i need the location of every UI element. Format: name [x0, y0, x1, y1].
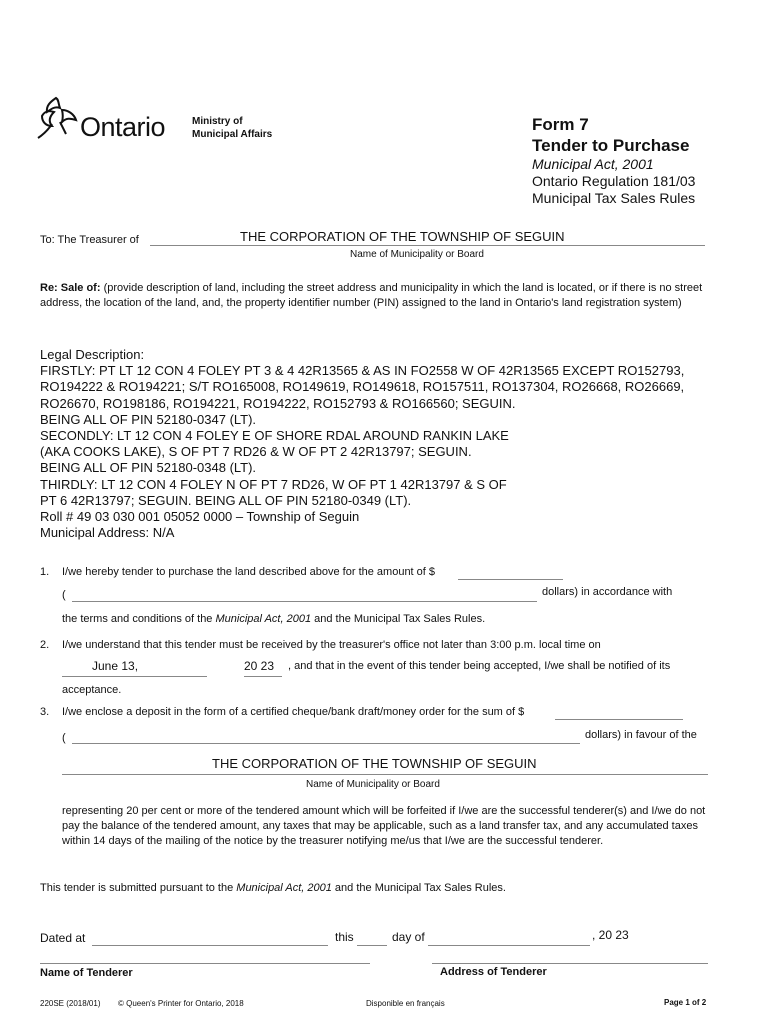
- day-field[interactable]: [357, 944, 387, 946]
- item3-open-paren: (: [62, 732, 66, 744]
- legal-line: SECONDLY: LT 12 CON 4 FOLEY E OF SHORE RDAL AROUND RANKIN LAKE: [40, 428, 509, 444]
- item2-after-text: , and that in the event of this tender being accepted, I/we shall be notified of its: [288, 660, 671, 672]
- item2-date-value[interactable]: June 13,: [92, 659, 139, 673]
- this-label: this: [335, 930, 354, 944]
- re-text: (provide description of land, including the street address and municipality in which the land is located, or if there is no street address, the location of the land, and, the property identifier number (PIN) assigned to the land in Ontario's land registration system): [40, 282, 703, 309]
- terms-suffix: and the Municipal Tax Sales Rules.: [311, 613, 486, 625]
- ministry-line2: Municipal Affairs: [192, 129, 273, 140]
- item3-municipality[interactable]: THE CORPORATION OF THE TOWNSHIP OF SEGUIN: [212, 756, 537, 771]
- item3-number: 3.: [40, 706, 50, 718]
- item1-number: 1.: [40, 566, 50, 578]
- item2-number: 2.: [40, 639, 50, 651]
- tenderer-address-line[interactable]: [432, 962, 708, 964]
- item2-date-line: [62, 675, 207, 677]
- item1-dollars-text: dollars) in accordance with: [542, 586, 673, 598]
- year-value[interactable]: 23: [615, 928, 629, 942]
- form-title: Tender to Purchase: [532, 136, 690, 155]
- terms-prefix: the terms and conditions of the: [62, 613, 216, 625]
- terms-act: Municipal Act, 2001: [215, 613, 312, 625]
- to-label: To: The Treasurer of: [40, 234, 139, 246]
- ontario-logo: [36, 94, 176, 144]
- item3-amount-field[interactable]: [555, 718, 683, 720]
- legal-line: BEING ALL OF PIN 52180-0347 (LT).: [40, 411, 257, 427]
- legal-line: Municipal Address: N/A: [40, 525, 175, 541]
- to-caption: Name of Municipality or Board: [350, 249, 484, 260]
- form-authority: [532, 156, 695, 207]
- item1-amount-field[interactable]: [458, 578, 563, 580]
- copyright: © Queen's Printer for Ontario, 2018: [118, 999, 244, 1008]
- submission-statement: [40, 882, 506, 894]
- submission-prefix: This tender is submitted pursuant to the: [40, 882, 237, 894]
- item2-year-value[interactable]: 20 23: [244, 659, 275, 673]
- month-field[interactable]: [428, 944, 590, 946]
- item3-dollars-text: dollars) in favour of the: [585, 729, 697, 741]
- rules: Municipal Tax Sales Rules: [532, 190, 696, 206]
- item1-text: I/we hereby tender to purchase the land described above for the amount of $: [62, 566, 436, 578]
- item3-caption: Name of Municipality or Board: [306, 779, 440, 790]
- legal-line: (AKA COOKS LAKE), S OF PT 7 RD26 & W OF PT 2 42R13797; SEGUIN.: [40, 444, 472, 460]
- trillium-icon: [36, 94, 80, 142]
- dated-year: [592, 928, 629, 942]
- item3-text: I/we enclose a deposit in the form of a certified cheque/bank draft/money order for the sum of $: [62, 706, 525, 718]
- item3-representing: representing 20 per cent or more of the tendered amount which will be forfeited if I/we are the successful tenderer(s) and I/we do not pay the balance of the tendered amount, any taxes that may be applicable, such as a land transfer tax, and any accumulated taxes within 14 days of the mailing of the notice by the treasurer notifying me/us that I/we are the successful tenderer.: [62, 805, 706, 847]
- day-of-label: day of: [392, 930, 425, 944]
- page-number: Page 1 of 2: [664, 998, 707, 1007]
- legal-description: [40, 347, 740, 541]
- tenderer-name-line[interactable]: [40, 962, 370, 964]
- name-of-tenderer-label: Name of Tenderer: [40, 967, 133, 979]
- address-of-tenderer-label: Address of Tenderer: [440, 966, 547, 978]
- item2-acceptance: acceptance.: [62, 684, 122, 696]
- submission-suffix: and the Municipal Tax Sales Rules.: [331, 882, 506, 894]
- legal-line: FIRSTLY: PT LT 12 CON 4 FOLEY PT 3 & 4 42R13565 & AS IN FO2558 W OF 42R13565 EXCEPT RO152793,: [40, 363, 685, 379]
- re-sale-of: [40, 281, 730, 311]
- form-number: Form 7: [532, 115, 589, 134]
- ministry-line1: Ministry of: [192, 116, 243, 127]
- form-heading: [532, 114, 689, 156]
- dated-at-field[interactable]: [92, 944, 328, 946]
- item3-municipality-line: [62, 773, 708, 775]
- legal-line: Roll # 49 03 030 001 05052 0000 – Township of Seguin: [40, 509, 360, 525]
- ministry-name: [192, 115, 272, 141]
- legal-line: PT 6 42R13797; SEGUIN. BEING ALL OF PIN 52180-0349 (LT).: [40, 492, 412, 508]
- logo-text: Ontario: [80, 112, 166, 142]
- item1-terms: [62, 613, 485, 625]
- to-municipality[interactable]: THE CORPORATION OF THE TOWNSHIP OF SEGUIN: [240, 229, 565, 244]
- dated-at-label: Dated at: [40, 931, 86, 945]
- regulation: Ontario Regulation 181/03: [532, 173, 696, 189]
- re-label: Re: Sale of:: [40, 282, 101, 294]
- french-available: Disponible en français: [366, 999, 445, 1008]
- submission-act: Municipal Act, 2001: [236, 882, 332, 894]
- form-code: 220SE (2018/01): [40, 999, 101, 1008]
- item2-year-line: [244, 675, 282, 677]
- item1-words-field[interactable]: [72, 600, 537, 602]
- legal-line: BEING ALL OF PIN 52180-0348 (LT).: [40, 460, 257, 476]
- legal-heading: Legal Description:: [40, 347, 145, 362]
- item2-text: I/we understand that this tender must be received by the treasurer's office not later than 3:00 p.m. local time on: [62, 639, 601, 651]
- item1-open-paren: (: [62, 589, 66, 601]
- legal-line: RO194222 & RO194221; S/T RO165008, RO149619, RO149618, RO157511, RO137304, RO26668, RO26669,: [40, 379, 685, 395]
- to-line: [150, 244, 705, 246]
- legal-line: RO26670, RO198186, RO194221, RO194222, RO152793 & RO166560; SEGUIN.: [40, 395, 516, 411]
- act-name: Municipal Act, 2001: [532, 156, 654, 172]
- year-prefix: , 20: [592, 928, 613, 942]
- item3-words-field[interactable]: [72, 742, 580, 744]
- legal-line: THIRDLY: LT 12 CON 4 FOLEY N OF PT 7 RD26, W OF PT 1 42R13797 & S OF: [40, 476, 507, 492]
